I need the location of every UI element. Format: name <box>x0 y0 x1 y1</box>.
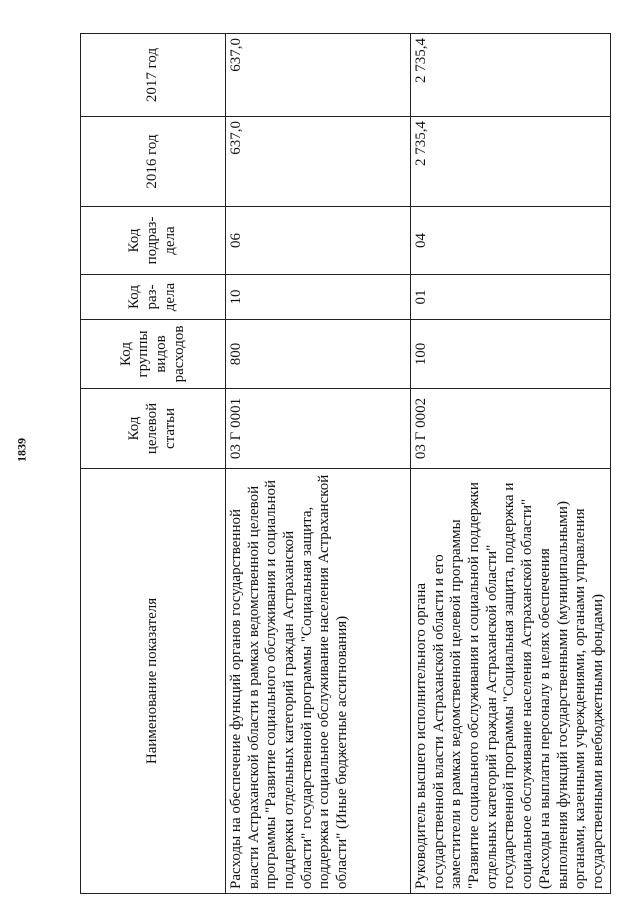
row-year-2016: 2 735,4 <box>411 117 611 207</box>
rotated-table-container <box>80 34 606 894</box>
row-section-code: 10 <box>226 275 411 320</box>
header-section-code: Код раз- дела <box>81 275 226 320</box>
header-year-2016: 2016 год <box>81 117 226 207</box>
row-group-code: 800 <box>226 320 411 389</box>
row-group-code: 100 <box>411 320 611 389</box>
table-row <box>411 34 611 894</box>
row-year-2016: 637,0 <box>226 117 411 207</box>
table-row <box>226 34 411 894</box>
table-header-row <box>81 34 226 894</box>
row-year-2017: 2 735,4 <box>411 34 611 117</box>
row-name: Руководитель высшего исполнительного органа государственной власти Астраханской области и его заместители в рамках ведомственной целевой программы "Развитие социального обслуживания и социальной поддержки отдельных категорий граждан Астраханской области" государственной программы "Социальная защита, поддержка и социальное обслуживание населения Астраханской области" (Расходы на выплаты персоналу в целях обеспечения выполнения функций государственными (муниципальными) органами, казенными учреждениями, органами управления государственными внебюджетными фондами) <box>411 469 611 894</box>
row-name: Расходы на обеспечение функций органов государственной власти Астраханской области в рамках ведомственной целевой программы "Развитие социального обслуживания и социальной поддержки отдельных категорий граждан Астраханской области" государственной программы "Социальная защита, поддержка и социальное обслуживание населения Астраханской области" (Иные бюджетные ассигнования) <box>226 469 411 894</box>
row-target-code: 03 Г 0002 <box>411 389 611 469</box>
row-subsection-code: 04 <box>411 207 611 275</box>
row-target-code: 03 Г 0001 <box>226 389 411 469</box>
row-section-code: 01 <box>411 275 611 320</box>
header-target-code: Код целевой статьи <box>81 389 226 469</box>
budget-table <box>80 33 611 894</box>
row-year-2017: 637,0 <box>226 34 411 117</box>
header-year-2017: 2017 год <box>81 34 226 117</box>
page-number: 1839 <box>14 438 29 462</box>
header-name: Наименование показателя <box>81 469 226 894</box>
header-subsection-code: Код подраз- дела <box>81 207 226 275</box>
header-group-code: Код группы видов расходов <box>81 320 226 389</box>
row-subsection-code: 06 <box>226 207 411 275</box>
